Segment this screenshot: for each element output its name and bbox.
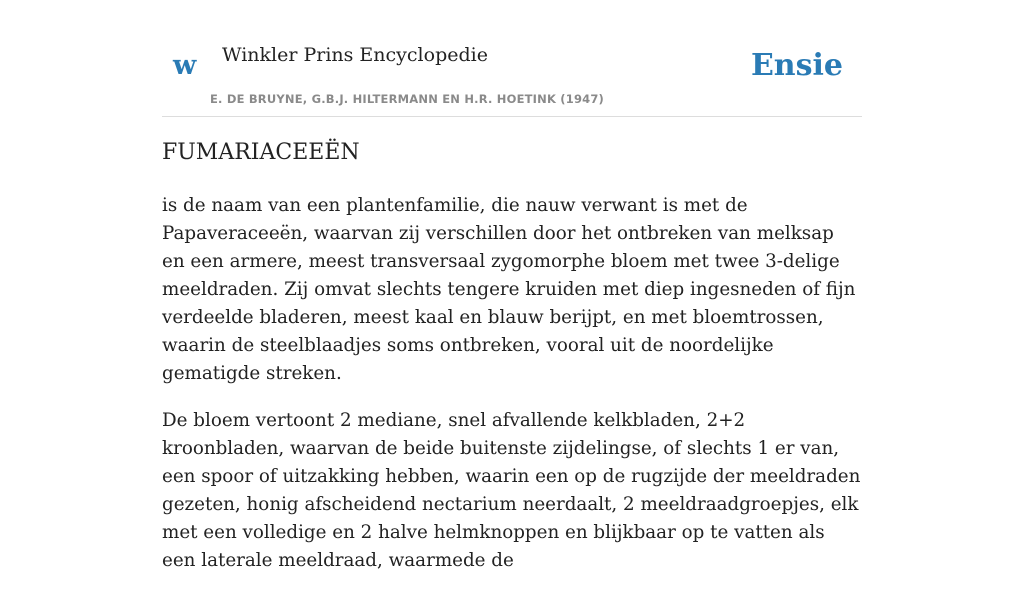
brand-logo[interactable]: Ensie <box>750 48 843 83</box>
publication-logo[interactable]: w <box>173 50 197 81</box>
article-paragraph: De bloem vertoont 2 mediane, snel afvallende kelkbladen, 2+2 kroonbladen, waarvan de beide buitenste zijdelingse, of slechts 1 er van, een spoor of uitzakking hebben, waarin een op de rugzijde der meeldraden gezeten, honig afscheidend nectarium neerdaalt, 2 meeldraadgroepjes, elk met een volledige en 2 halve helmknoppen en blijkbaar op te vatten als een laterale meeldraad, waarmede de <box>162 410 861 571</box>
article-page <box>162 0 862 571</box>
article-paragraph: is de naam van een plantenfamilie, die nauw verwant is met de Papaveraceeën, waarvan zij verschillen door het ontbreken van melksap en een armere, meest transversaal zygomorphe bloem met twee 3-delige meeldraden. Zij omvat slechts tengere kruiden met diep ingesneden of fijn verdeelde bladeren, meest kaal en blauw berijpt, en met bloemtrossen, waarin de steelblaadjes soms ontbreken, vooral uit de noordelijke gematigde streken. <box>162 195 856 384</box>
publication-title[interactable]: Winkler Prins Encyclopedie <box>222 44 488 66</box>
article-body <box>162 192 862 594</box>
page-header <box>162 0 862 117</box>
article-title: FUMARIACEEËN <box>162 140 360 165</box>
publication-authors: E. DE BRUYNE, G.B.J. HILTERMANN EN H.R. HOETINK (1947) <box>210 92 605 106</box>
